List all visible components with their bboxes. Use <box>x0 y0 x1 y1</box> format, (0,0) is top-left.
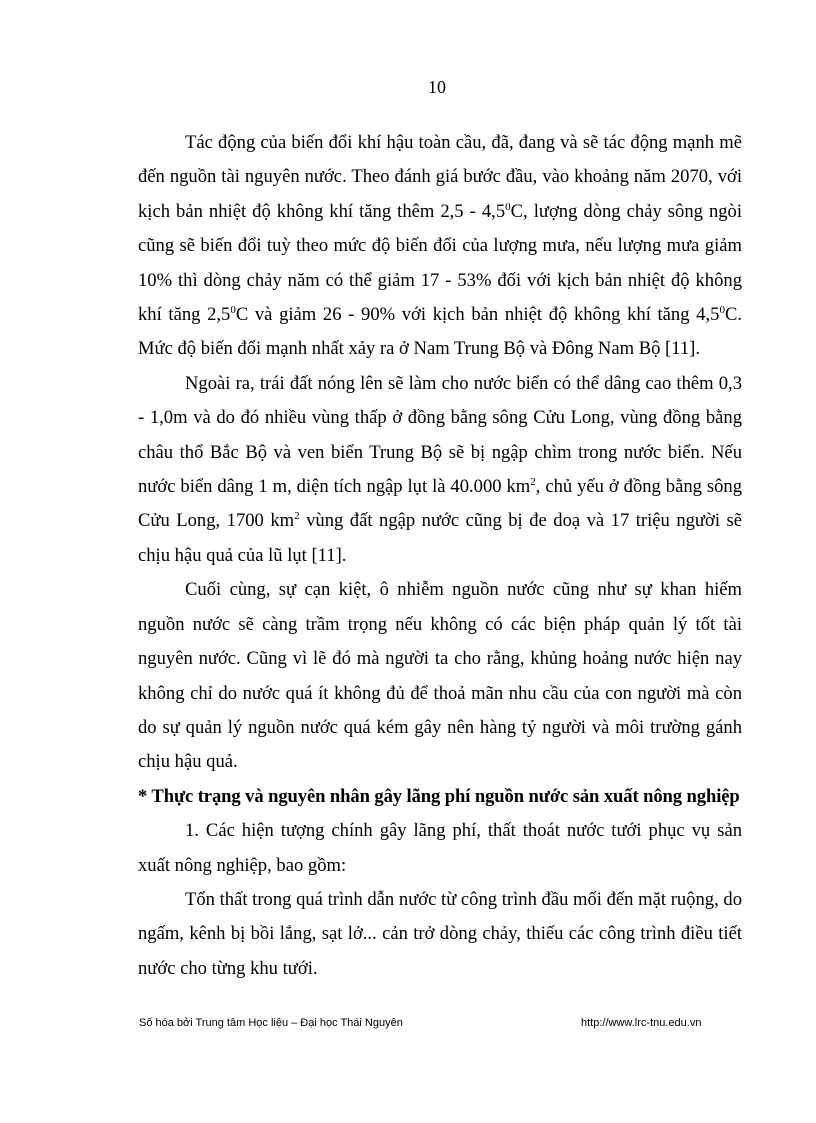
area-superscript: 2 <box>530 476 536 489</box>
footer-url: http://www.lrc-tnu.edu.vn <box>581 1017 702 1029</box>
paragraph-text: Tác động của biến đổi khí hậu toàn cầu, đã, đang và sẽ tác động mạnh mẽ đến nguồn tài nguyên nước. Theo đánh giá bước đầu, vào khoảng năm 2070, với kịch bản nhiệt độ không khí tăng thêm 2,5 - 4,5 <box>138 132 742 222</box>
paragraph-text: C và giảm 26 - 90% với kịch bản nhiệt độ không khí tăng 4,5 <box>235 304 720 326</box>
paragraph-sea-level-rise <box>138 367 742 573</box>
paragraph-climate-impact <box>138 126 742 367</box>
page-number: 10 <box>428 77 446 97</box>
paragraph-text: C, lượng dòng chảy sông ngòi cũng sẽ biến đổi tuỳ theo mức độ biến đổi của lượng mưa, nếu lượng mưa giảm 10% thì dòng chảy năm có thể giảm 17 - 53% đối với kịch bản nhiệt độ không khí tăng 2,5 <box>138 200 743 326</box>
paragraph-text: , chủ yếu ở đồng bằng sông Cửu Long, 1700 km <box>138 476 742 532</box>
paragraph-text: Ngoài ra, trái đất nóng lên sẽ làm cho nước biển có thể dâng cao thêm 0,3 - 1,0m và do đó nhiều vùng thấp ở đồng bằng sông Cửu Long, vùng đồng bằng châu thổ Bắc Bộ và ven biển Trung Bộ sẽ bị ngập chìm trong nước biển. Nếu nước biển dâng 1 m, diện tích ngập lụt là 40.000 km <box>138 372 742 498</box>
degree-superscript: 0 <box>505 200 511 213</box>
document-body <box>138 126 742 986</box>
degree-superscript: 0 <box>230 304 236 317</box>
paragraph-water-scarcity: Cuối cùng, sự cạn kiệt, ô nhiễm nguồn nước cũng như sự khan hiếm nguồn nước sẽ càng trầm trọng nếu không có các biện pháp quản lý tốt tài nguyên nước. Cũng vì lẽ đó mà người ta cho rằng, khủng hoảng nước hiện nay không chỉ do nước quá ít không đủ để thoả mãn nhu cầu của con người mà còn do sự quản lý nguồn nước quá kém gây nên hàng tỷ người và môi trường gánh chịu hậu quả. <box>138 579 742 773</box>
section-heading: * Thực trạng và nguyên nhân gây lãng phí nguồn nước sản xuất nông nghiệp <box>138 785 740 807</box>
paragraph-text: vùng đất ngập nước cũng bị đe doạ và 17 triệu người sẽ chịu hậu quả của lũ lụt [11]. <box>138 510 742 566</box>
footer-attribution: Số hóa bởi Trung tâm Học liệu – Đại học Thái Nguyên <box>139 1017 403 1029</box>
degree-superscript: 0 <box>719 304 725 317</box>
paragraph-text: C. Mức độ biến đổi mạnh nhất xảy ra ở Nam Trung Bộ và Đông Nam Bộ [11]. <box>138 304 742 360</box>
paragraph-waste-phenomena: 1. Các hiện tượng chính gây lãng phí, thất thoát nước tưới phục vụ sản xuất nông nghiệp, bao gồm: <box>138 820 742 876</box>
area-superscript: 2 <box>294 510 300 523</box>
paragraph-transmission-loss: Tổn thất trong quá trình dẫn nước từ công trình đầu mối đến mặt ruộng, do ngấm, kênh bị bồi lắng, sạt lở... cản trở dòng chảy, thiếu các công trình điều tiết nước cho từng khu tưới. <box>138 888 742 979</box>
